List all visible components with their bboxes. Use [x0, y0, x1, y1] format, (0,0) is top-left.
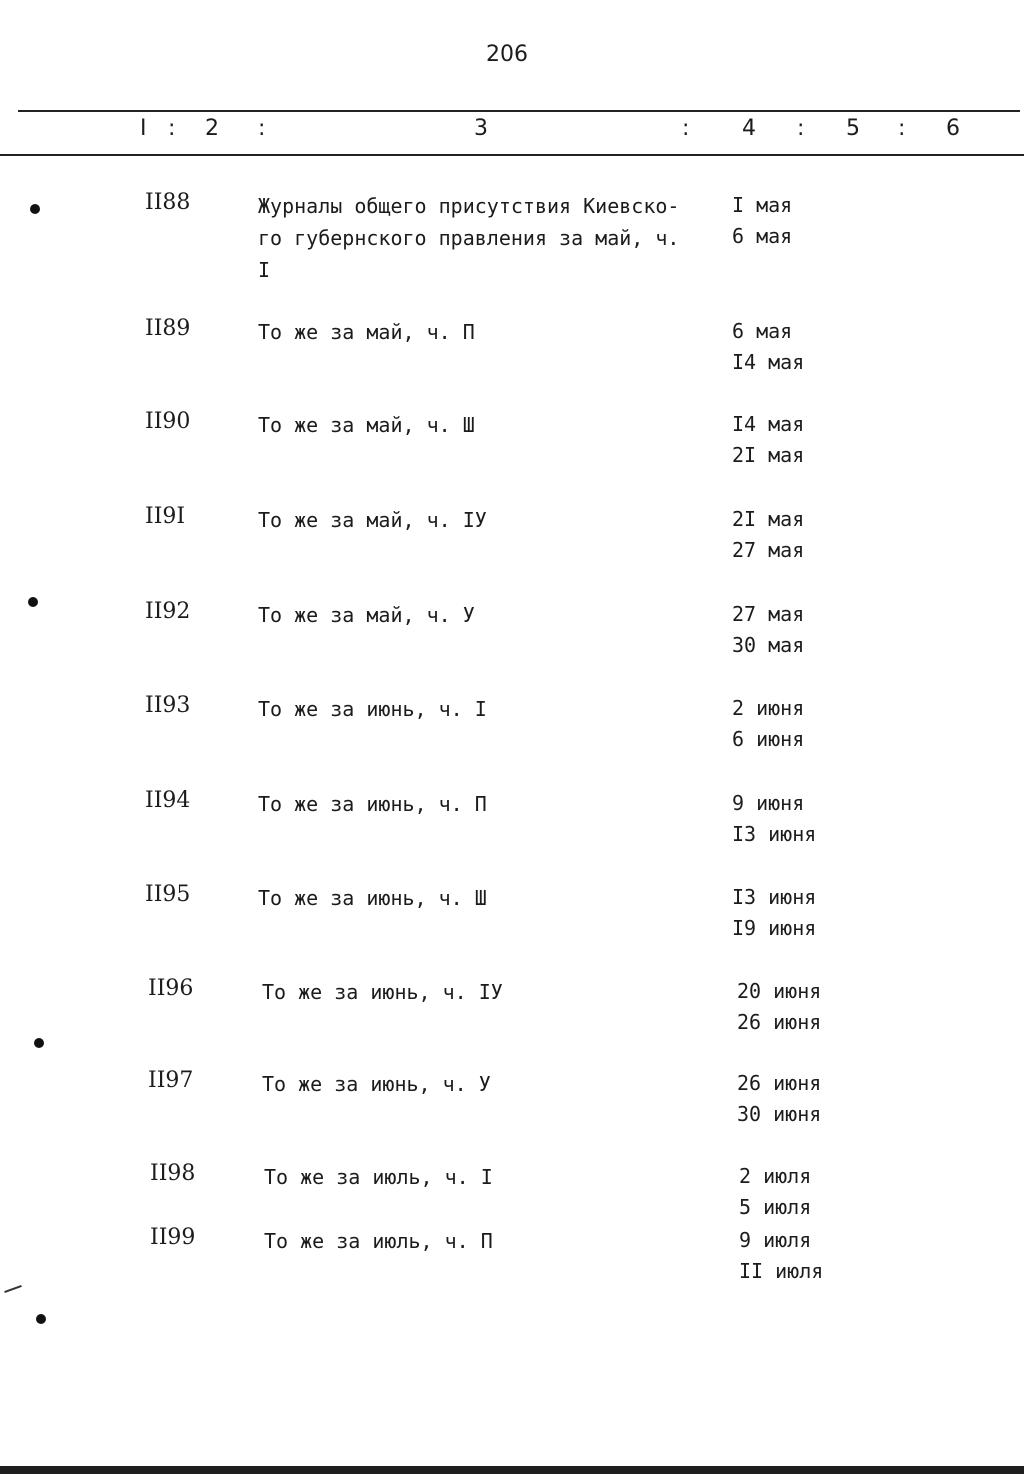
item-dates [739, 1225, 823, 1287]
item-number: II95 [145, 882, 191, 907]
item-title: То же за май, ч. П [258, 320, 475, 344]
item-dates [732, 788, 816, 850]
end-date: 26 июня [737, 1010, 822, 1034]
item-number: II92 [145, 599, 191, 624]
item-number: II90 [145, 409, 191, 434]
page-number: 206 [486, 42, 528, 67]
header-col-1: I [140, 116, 147, 141]
header-col-6: 6 [946, 116, 960, 141]
end-date: 30 мая [732, 633, 805, 657]
item-title: То же за июнь, ч. IУ [262, 980, 503, 1004]
header-separator: : [682, 116, 690, 141]
item-dates [732, 882, 816, 944]
item-dates [739, 1161, 811, 1223]
item-title: То же за май, ч. IУ [258, 508, 487, 532]
item-number: II88 [145, 190, 191, 215]
item-number: II98 [150, 1161, 196, 1186]
item-dates [732, 316, 804, 378]
item-dates [737, 1068, 821, 1130]
item-dates [732, 693, 804, 755]
end-date: I4 мая [732, 350, 805, 374]
item-title: То же за май, ч. У [258, 603, 475, 627]
binder-hole-mark [36, 1314, 46, 1324]
start-date: 26 июня [737, 1071, 822, 1095]
header-col-4: 4 [742, 116, 756, 141]
item-title: То же за июнь, ч. П [258, 792, 487, 816]
end-date: II июля [739, 1259, 824, 1283]
start-date: 2 июня [732, 696, 805, 720]
binder-hole-mark [28, 597, 38, 607]
item-number: II89 [145, 316, 191, 341]
header-col-3: 3 [474, 116, 488, 141]
item-number: II94 [145, 788, 191, 813]
header-separator: : [898, 116, 906, 141]
start-date: I4 мая [732, 412, 805, 436]
item-dates [732, 599, 804, 661]
start-date: 27 мая [732, 602, 805, 626]
item-number: II93 [145, 693, 191, 718]
end-date: 27 мая [732, 538, 805, 562]
scan-edge [0, 1466, 1024, 1474]
header-col-2: 2 [205, 116, 219, 141]
header-separator: : [258, 116, 266, 141]
item-title: То же за июль, ч. I [264, 1165, 493, 1189]
item-title: Журналы общего присутствия Киевско- го губернского правления за май, ч. I [258, 194, 680, 282]
item-dates [732, 190, 792, 252]
end-date: 6 мая [732, 224, 793, 248]
item-title: То же за июнь, ч. I [258, 697, 487, 721]
item-title: То же за июнь, ч. У [262, 1072, 491, 1096]
header-separator: : [797, 116, 805, 141]
end-date: 6 июня [732, 727, 805, 751]
start-date: I мая [732, 193, 793, 217]
item-title: То же за май, ч. Ш [258, 413, 475, 437]
item-dates [732, 504, 804, 566]
end-date: I9 июня [732, 916, 817, 940]
binder-hole-mark [34, 1038, 44, 1048]
start-date: 20 июня [737, 979, 822, 1003]
end-date: 5 июля [739, 1195, 812, 1219]
item-number: II96 [148, 976, 194, 1001]
item-number: II9I [145, 504, 186, 529]
end-date: I3 июня [732, 822, 817, 846]
start-date: 2 июля [739, 1164, 812, 1188]
start-date: 6 мая [732, 319, 793, 343]
header-separator: : [168, 116, 176, 141]
header-top-rule [18, 110, 1020, 112]
binder-hole-mark [30, 204, 40, 214]
header-bottom-rule [0, 154, 1024, 156]
end-date: 2I мая [732, 443, 805, 467]
start-date: I3 июня [732, 885, 817, 909]
item-number: II99 [150, 1225, 196, 1250]
end-date: 30 июня [737, 1102, 822, 1126]
stray-pen-mark [4, 1285, 22, 1293]
start-date: 9 июля [739, 1228, 812, 1252]
item-dates [732, 409, 804, 471]
item-dates [737, 976, 821, 1038]
header-col-5: 5 [846, 116, 860, 141]
item-title: То же за июнь, ч. Ш [258, 886, 487, 910]
start-date: 9 июня [732, 791, 805, 815]
item-number: II97 [148, 1068, 194, 1093]
start-date: 2I мая [732, 507, 805, 531]
item-title: То же за июль, ч. П [264, 1229, 493, 1253]
